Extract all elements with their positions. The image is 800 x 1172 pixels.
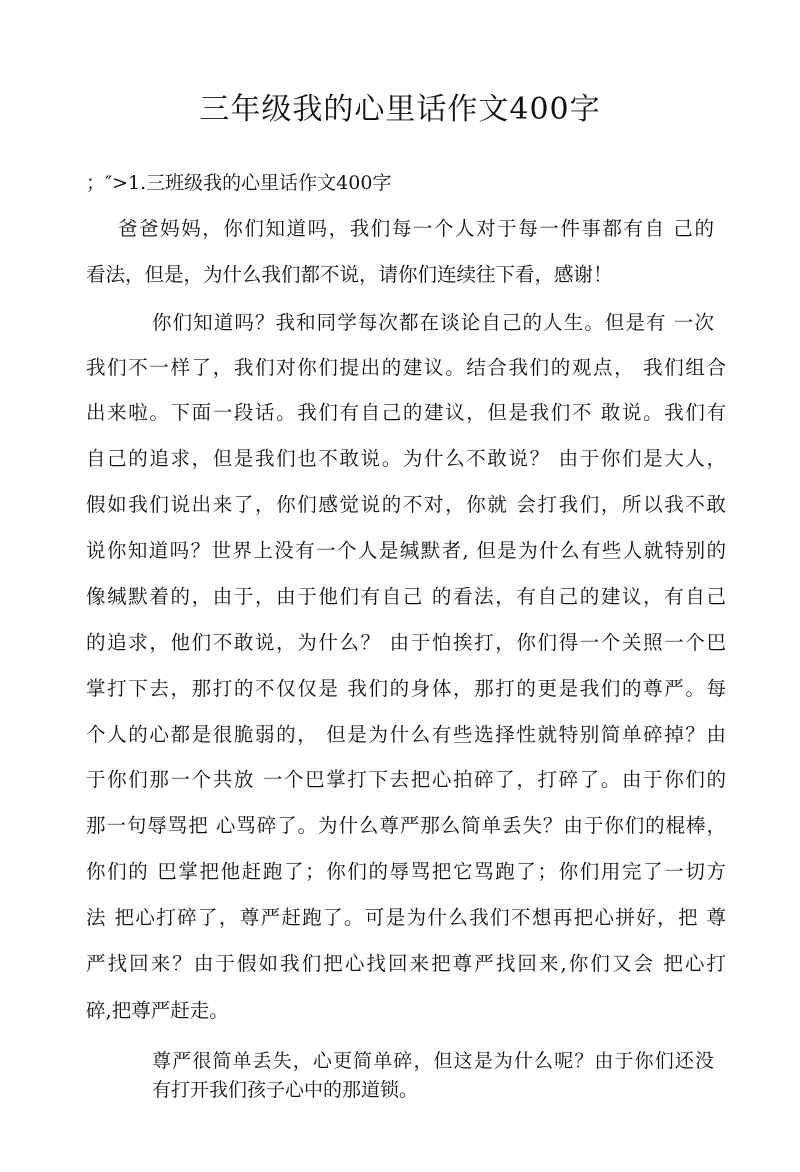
paragraph-2-line-11: 于你们那一个共放 一个巴掌打下去把心拍碎了，打碎了。由于你们的	[86, 768, 726, 791]
paragraph-2-line-10: 个人的心都是很脆弱的， 但是为什么有些选择性就特别简单碎掉？由	[86, 723, 726, 746]
paragraph-2-line-12: 那一句辱骂把 心骂碎了。为什么尊严那么简单丢失？由于你们的棍棒，	[86, 814, 726, 837]
paragraph-2-line-5: 假如我们说出来了，你们感觉说的不对，你就 会打我们，所以我不敢	[86, 493, 726, 516]
paragraph-2-line-14: 法 把心打碎了，尊严赶跑了。可是为什么我们不想再把心拼好，把 尊	[86, 906, 726, 929]
paragraph-2-line-6: 说你知道吗？世界上没有一个人是缄默者, 但是为什么有些人就特别的	[86, 539, 726, 562]
paragraph-2-line-7: 像缄默着的，由于，由于他们有自己 的看法，有自己的建议，有自己	[86, 585, 726, 608]
paragraph-2-line-16: 碎,把尊严赶走。	[86, 999, 229, 1022]
paragraph-2-line-9: 掌打下去，那打的不仅仅是 我们的身体，那打的更是我们的尊严。每	[86, 677, 726, 700]
document-subtitle: ；″>1.三班级我的心里话作文400字	[86, 172, 392, 194]
paragraph-3-line-1: 尊严很简单丢失，心更简单碎，但这是为什么呢？由于你们还没	[152, 1050, 714, 1072]
paragraph-2-line-1: 你们知道吗？我和同学每次都在谈论自己的人生。但是有 一次	[152, 311, 714, 334]
paragraph-2-line-8: 的追求，他们不敢说，为什么？ 由于怕挨打，你们得一个关照一个巴	[86, 631, 726, 654]
paragraph-1-line-1: 爸爸妈妈，你们知道吗，我们每一个人对于每一件事都有自 己的	[118, 217, 714, 240]
paragraph-2-line-15: 严找回来？由于假如我们把心找回来把尊严找回来,你们又会 把心打	[86, 952, 726, 975]
paragraph-1-line-2: 看法，但是，为什么我们都不说，请你们连续往下看，感谢！	[86, 263, 613, 286]
paragraph-2-line-13: 你们的 巴掌把他赶跑了；你们的辱骂把它骂跑了；你们用完了一切方	[86, 860, 726, 883]
paragraph-3-line-2: 有打开我们孩子心中的那道锁。	[152, 1079, 419, 1101]
paragraph-2-line-2: 我们不一样了，我们对你们提出的建议。结合我们的观点， 我们组合	[86, 356, 726, 379]
document-title: 三年级我的心里话作文400字	[199, 92, 601, 127]
paragraph-2-line-4: 自己的追求，但是我们也不敢说。为什么不敢说？ 由于你们是大人，	[86, 447, 726, 470]
paragraph-2-line-3: 出来啦。下面一段话。我们有自己的建议，但是我们不 敢说。我们有	[86, 401, 726, 424]
